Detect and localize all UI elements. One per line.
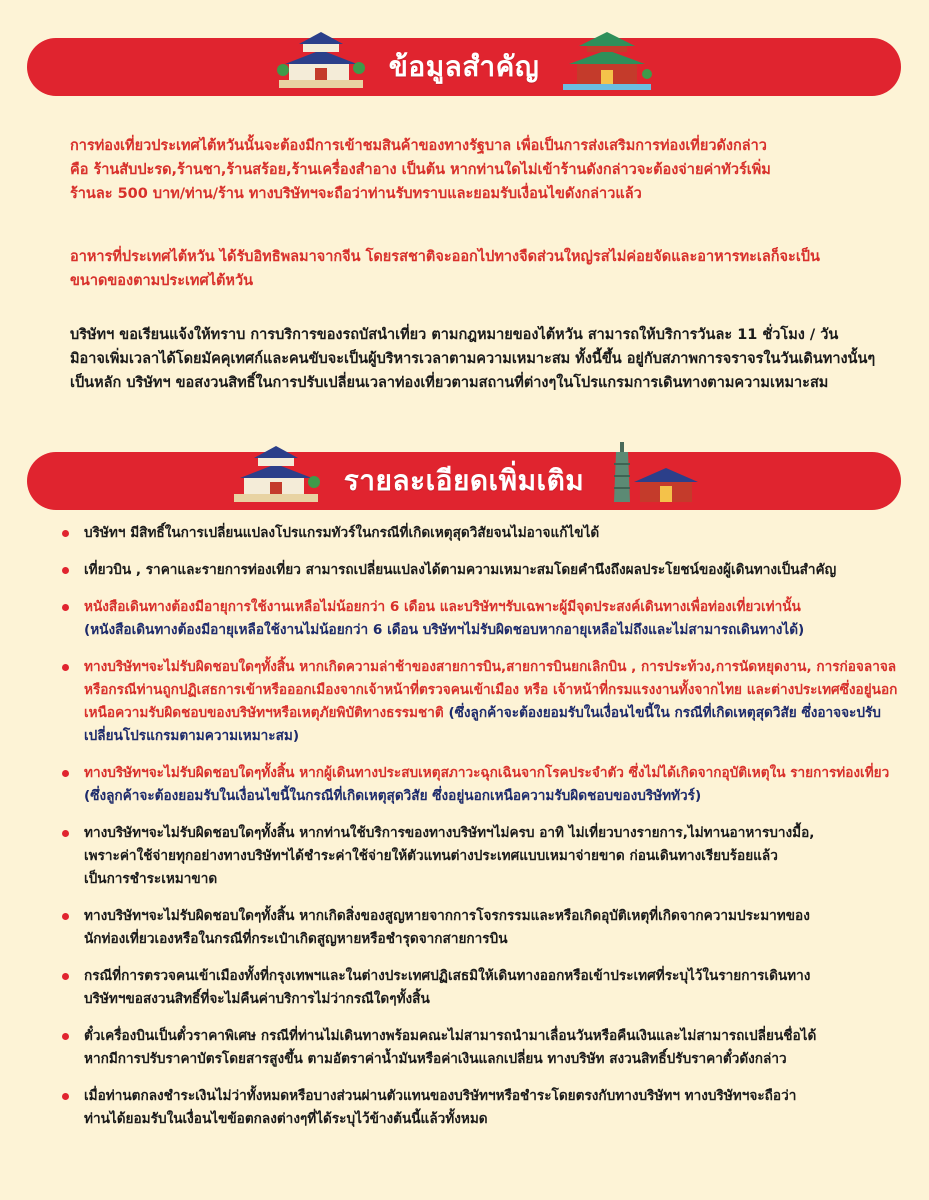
paragraph-bus-service: บริษัทฯ ขอเรียนแจ้งให้ทราบ การบริการของรถบัสนำเที่ยว ตามกฎหมายของไต้หวัน สามารถให้บริการวันละ 11 ชั่วโมง / วัน มิอาจเพิ่มเวลาได้โดยมัคคุเทศก์และคนขับจะเป็นผู้บริหารเวลาตามความเหมาะสม ทั้งนี้ขึ้น อยู่กับสภาพการจราจรในวันเดินทางนั้นๆ เป็นหลัก บริษัทฯ ขอสงวนสิทธิ์ในการปรับเปลี่ยนเวลาท่องเที่ยวตามสถานที่ต่างๆในโปรแกรมการเดินทางตามความเหมาะสม bbox=[70, 327, 876, 391]
paragraph-shopping: การท่องเที่ยวประเทศไต้หวันนั้นจะต้องมีการเข้าชมสินค้าของทางรัฐบาล เพื่อเป็นการส่งเสริมการท่องเที่ยวดังกล่าว คือ ร้านสับปะรด,ร้านชา,ร้านสร้อย,ร้านเครื่องสำอาง เป็นต้น หากท่านใดไม่เข้าร้านดังกล่าวจะต้องจ่ายค่าทัวร์เพิ่ม ร้านละ 500 บาท/ท่าน/ร้าน ทางบริษัทฯจะถือว่าท่านรับทราบและยอมรับเงื่อนไขดังกล่าวแล้ว bbox=[70, 138, 771, 202]
taipei-101-icon bbox=[606, 442, 698, 508]
bullet-icon bbox=[62, 770, 69, 777]
section1-banner bbox=[27, 38, 901, 96]
list-item: กรณีที่การตรวจคนเข้าเมืองทั้งที่กรุงเทพฯและในต่างประเทศปฏิเสธมิให้เดินทางออกหรือเข้าประเทศที่ระบุไว้ในรายการเดินทาง บริษัทฯขอสงวนสิทธิ์ที่จะไม่คืนค่าบริการไม่ว่ากรณีใดๆทั้งสิ้น bbox=[62, 965, 907, 1011]
pagoda-icon bbox=[561, 28, 653, 94]
paragraph-food: อาหารที่ประเทศไต้หวัน ได้รับอิทธิพลมาจากจีน โดยรสชาติจะออกไปทางจืดส่วนใหญ่รสไม่ค่อยจัดและอาหารทะเลก็จะเป็น ขนาดของตามประเทศไต้หวัน bbox=[70, 249, 820, 289]
section2-title: รายละเอียดเพิ่มเติม bbox=[343, 464, 585, 497]
bullet-icon bbox=[62, 973, 69, 980]
bullet-icon bbox=[62, 1033, 69, 1040]
bullet-icon bbox=[62, 530, 69, 537]
details-list bbox=[62, 522, 907, 1145]
list-item: ตั๋วเครื่องบินเป็นตั๋วราคาพิเศษ กรณีที่ท่านไม่เดินทางพร้อมคณะไม่สามารถนำมาเลื่อนวันหรือคืนเงินและไม่สามารถเปลี่ยนชื่อได้ หากมีการปรับราคาบัตรโดยสารสูงขึ้น ตามอัตราค่าน้ำมันหรือค่าเงินแลกเปลี่ยน ทางบริษัท สงวนสิทธิ์ปรับราคาตั๋วดังกล่าว bbox=[62, 1025, 907, 1071]
list-item: ทางบริษัทฯจะไม่รับผิดชอบใดๆทั้งสิ้น หากเกิดความล่าช้าของสายการบิน,สายการบินยกเลิกบิน , การประท้วง,การนัดหยุดงาน, การก่อจลาจลหรือกรณีท่านถูกปฏิเสธการเข้าหรือออกเมืองจากเจ้าหน้าที่ตรวจคนเข้าเมือง หรือ เจ้าหน้าที่กรมแรงงานทั้งจากไทย และต่างประเทศซึ่งอยู่นอกเหนือความรับผิดชอบของบริษัทฯหรือเหตุภัยพิบัติทางธรรมชาติ (ซึ่งลูกค้าจะต้องยอมรับในเงื่อนไขนี้ใน กรณีที่เกิดเหตุสุดวิสัย ซึ่งอาจจะปรับเปลี่ยนโปรแกรมตามความเหมาะสม) bbox=[62, 656, 907, 748]
list-item: บริษัทฯ มีสิทธิ์ในการเปลี่ยนแปลงโปรแกรมทัวร์ในกรณีที่เกิดเหตุสุดวิสัยจนไม่อาจแก้ไขได้ bbox=[62, 522, 907, 545]
list-item: ทางบริษัทฯจะไม่รับผิดชอบใดๆทั้งสิ้น หากเกิดสิ่งของสูญหายจากการโจรกรรมและหรือเกิดอุบัติเหตุที่เกิดจากความประมาทของ นักท่องเที่ยวเองหรือในกรณีที่กระเป๋าเกิดสูญหายหรือชำรุดจากสายการบิน bbox=[62, 905, 907, 951]
bullet-icon bbox=[62, 913, 69, 920]
list-item: เที่ยวบิน , ราคาและรายการท่องเที่ยว สามารถเปลี่ยนแปลงได้ตามความเหมาะสมโดยคำนึงถึงผลประโยชน์ของผู้เดินทางเป็นสำคัญ bbox=[62, 559, 907, 582]
section2-banner bbox=[27, 452, 901, 510]
memorial-hall-icon bbox=[230, 442, 322, 508]
list-item: หนังสือเดินทางต้องมีอายุการใช้งานเหลือไม่น้อยกว่า 6 เดือน และบริษัทฯรับเฉพาะผู้มีจุดประสงค์เดินทางเพื่อท่องเที่ยวเท่านั้น (หนังสือเดินทางต้องมีอายุเหลือใช้งานไม่น้อยกว่า 6 เดือน บริษัทฯไม่รับผิดชอบหากอายุเหลือไม่ถึงและไม่สามารถเดินทางได้) bbox=[62, 596, 907, 642]
memorial-hall-icon bbox=[275, 28, 367, 94]
list-item: ทางบริษัทฯจะไม่รับผิดชอบใดๆทั้งสิ้น หากผู้เดินทางประสบเหตุสภาวะฉุกเฉินจากโรคประจำตัว ซึ่งไม่ได้เกิดจากอุบัติเหตุใน รายการท่องเที่ยว (ซึ่งลูกค้าจะต้องยอมรับในเงื่อนไขนี้ในกรณีที่เกิดเหตุสุดวิสัย ซึ่งอยู่นอกเหนือความรับผิดชอบของบริษัททัวร์) bbox=[62, 762, 907, 808]
bullet-icon bbox=[62, 830, 69, 837]
section1-title: ข้อมูลสำคัญ bbox=[388, 50, 540, 83]
bullet-icon bbox=[62, 664, 69, 671]
bullet-icon bbox=[62, 567, 69, 574]
bullet-icon bbox=[62, 1093, 69, 1100]
list-item: เมื่อท่านตกลงชำระเงินไม่ว่าทั้งหมดหรือบางส่วนผ่านตัวแทนของบริษัทฯหรือชำระโดยตรงกับทางบริษัทฯ ทางบริษัทฯจะถือว่า ท่านได้ยอมรับในเงื่อนไขข้อตกลงต่างๆที่ได้ระบุไว้ข้างต้นนี้แล้วทั้งหมด bbox=[62, 1085, 907, 1131]
list-item: ทางบริษัทฯจะไม่รับผิดชอบใดๆทั้งสิ้น หากท่านใช้บริการของทางบริษัทฯไม่ครบ อาทิ ไม่เที่ยวบางรายการ,ไม่ทานอาหารบางมื้อ, เพราะค่าใช้จ่ายทุกอย่างทางบริษัทฯได้ชำระค่าใช้จ่ายให้ตัวแทนต่างประเทศแบบเหมาจ่ายขาด ก่อนเดินทางเรียบร้อยแล้ว เป็นการชำระเหมาขาด bbox=[62, 822, 907, 891]
bullet-icon bbox=[62, 604, 69, 611]
